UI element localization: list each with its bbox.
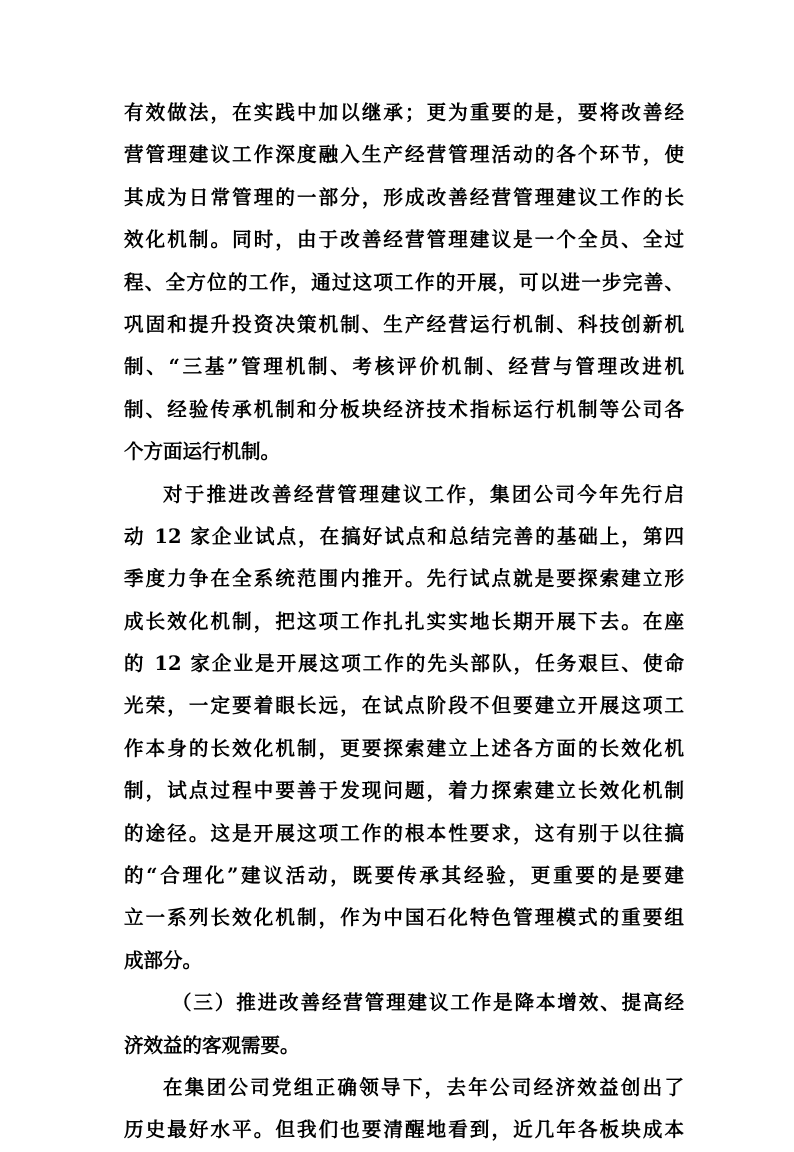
paragraph-continuation xyxy=(124,92,684,474)
text-line: 成部分。 xyxy=(124,948,203,972)
text-line: 的途径。这是开展这项工作的根本性要求，这有别于以往搞 xyxy=(124,821,684,845)
text-line: 对于推进改善经营管理建议工作，集团公司今年先行启 xyxy=(163,482,684,506)
text-line: 立一系列长效化机制，作为中国石化特色管理模式的重要组 xyxy=(124,906,684,930)
text-line: 历史最好水平。但我们也要清醒地看到，近几年各板块成本 xyxy=(124,1118,684,1142)
text-line: 季度力争在全系统范围内推开。先行试点就是要探索建立形 xyxy=(124,567,684,591)
text-line: 制、经验传承机制和分板块经济技术指标运行机制等公司各 xyxy=(124,397,684,421)
text-line: 有效做法，在实践中加以继承；更为重要的是，要将改善经 xyxy=(124,101,684,124)
text-line: 巩固和提升投资决策机制、生产经营运行机制、科技创新机 xyxy=(124,312,684,336)
text-line: 效化机制。同时，由于改善经营管理建议是一个全员、全过 xyxy=(124,228,684,252)
text-line: 制，试点过程中要善于发现问题，着力探索建立长效化机制 xyxy=(124,779,684,803)
text-line: 制、“三基”管理机制、考核评价机制、经营与管理改进机 xyxy=(124,355,684,379)
paragraph-pilot xyxy=(124,474,684,983)
text-line: 成长效化机制，把这项工作扎扎实实地长期开展下去。在座 xyxy=(124,609,684,633)
text-line: 动 12 家企业试点，在搞好试点和总结完善的基础上，第四 xyxy=(124,524,684,548)
text-line: 在集团公司党组正确领导下，去年公司经济效益创出了 xyxy=(163,1075,684,1099)
text-line: 光荣，一定要着眼长远，在试点阶段不但要建立开展这项工 xyxy=(124,694,684,718)
heading-line: 济效益的客观需要。 xyxy=(124,1033,300,1057)
body-text xyxy=(124,92,684,1152)
heading-line: （三）推进改善经营管理建议工作是降本增效、提高经 xyxy=(172,991,684,1015)
text-line: 其成为日常管理的一部分，形成改善经营管理建议工作的长 xyxy=(124,185,684,209)
text-line: 营管理建议工作深度融入生产经营管理活动的各个环节，使 xyxy=(124,143,684,167)
text-line: 个方面运行机制。 xyxy=(124,440,281,464)
text-line: 程、全方位的工作，通过这项工作的开展，可以进一步完善、 xyxy=(124,270,684,294)
paragraph-results xyxy=(124,1067,684,1152)
section-heading xyxy=(124,982,684,1067)
text-line: 的“合理化”建议活动，既要传承其经验，更重要的是要建 xyxy=(124,864,684,888)
text-line: 作本身的长效化机制，更要探索建立上述各方面的长效化机 xyxy=(124,736,684,760)
text-line: 的 12 家企业是开展这项工作的先头部队，任务艰巨、使命 xyxy=(124,652,684,676)
